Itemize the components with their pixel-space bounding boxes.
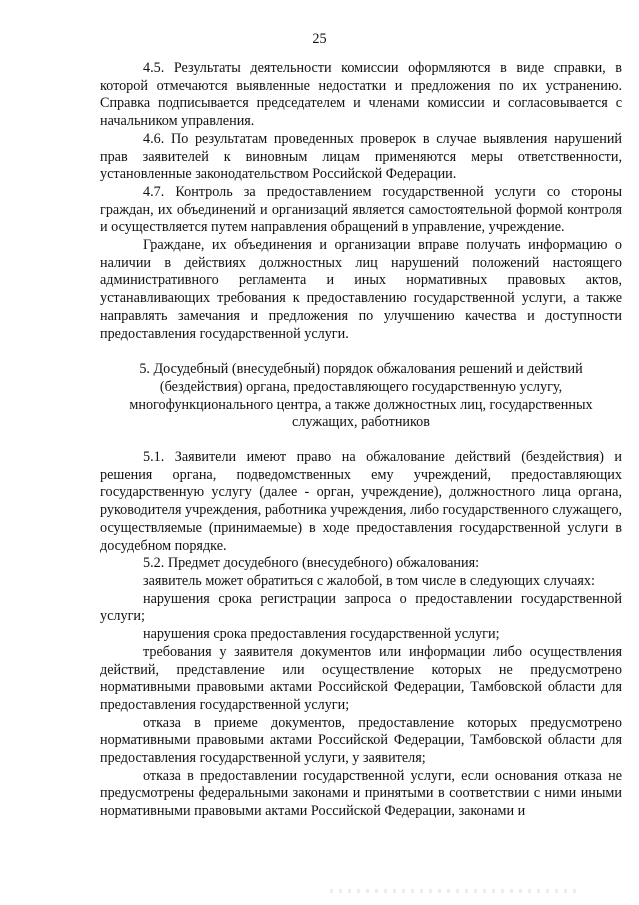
document-body [100,60,622,821]
paragraph-citizens-rights: Граждане, их объединения и организации вправе получать информацию о наличии в действиях должностных лиц нарушений положений настоящего административного регламента и иных нормативных правовых актов, устанавливающих требования к предоставлению государственной услуги, а также направлять замечания и предложения по улучшению качества и доступности предоставления государственной услуги. [100,237,622,342]
section-5-heading-line: служащих, работников [292,414,430,431]
section-5-heading-line: (бездействия) органа, предоставляющего государственную услугу, [159,378,563,395]
paragraph-4-7: 4.7. Контроль за предоставлением государственной услуги со стороны граждан, их объединений и организаций является самостоятельной формой контроля и осуществляется путем направления обращений в управление, учреждение. [100,183,622,236]
paragraph-complaint-cases: заявитель может обратиться с жалобой, в том числе в следующих случаях: [143,572,595,589]
section-5-heading-line: многофункционального центра, а также должностных лиц, государственных [129,396,593,413]
paragraph-extra-documents: требования у заявителя документов или информации либо осуществления действий, представление или осуществление которых не предусмотрено нормативными правовыми актами Российской Федерации, Тамбовской области для предоставления государственной услуги; [100,643,622,713]
paragraph-refusal-documents: отказа в приеме документов, предоставление которых предусмотрено нормативными правовыми актами Российской Федерации, Тамбовской области для предоставления государственной услуги, у заявителя; [100,714,622,767]
paragraph-4-6: 4.6. По результатам проведенных проверок в случае выявления нарушений прав заявителей к виновным лицам применяются меры ответственности, установленные законодательством Российской Федерации. [100,130,622,183]
scan-artifact [330,889,580,893]
paragraph-refusal-service: отказа в предоставлении государственной услуги, если основания отказа не предусмотрены федеральными законами и принятыми в соответствии с ними иными нормативными правовыми актами Российской Федерации, законами и [100,767,622,820]
section-5-heading [100,361,622,432]
paragraph-4-5: 4.5. Результаты деятельности комиссии оформляются в виде справки, в которой отмечаются выявленные недостатки и предложения по их устранению. Справка подписывается председателем и членами комиссии и согласовывается с начальником управления. [100,60,622,130]
paragraph-5-1: 5.1. Заявители имеют право на обжалование действий (бездействия) и решения органа, подведомственных ему учреждений, предоставляющих государственную услугу (далее - орган, учреждение), должностного лица органа, руководителя учреждения, работника учреждения, либо государственного служащего, осуществляемые (принимаемые) в ходе предоставления государственной услуги в досудебном порядке. [100,449,622,554]
paragraph-service-deadline: нарушения срока предоставления государственной услуги; [143,626,500,643]
paragraph-registration-deadline: нарушения срока регистрации запроса о предоставлении государственной услуги; [100,590,622,625]
paragraph-5-2: 5.2. Предмет досудебного (внесудебного) обжалования: [143,555,480,572]
page-number: 25 [312,31,327,47]
section-5-heading-line: 5. Досудебный (внесудебный) порядок обжалования решений и действий [139,361,583,378]
